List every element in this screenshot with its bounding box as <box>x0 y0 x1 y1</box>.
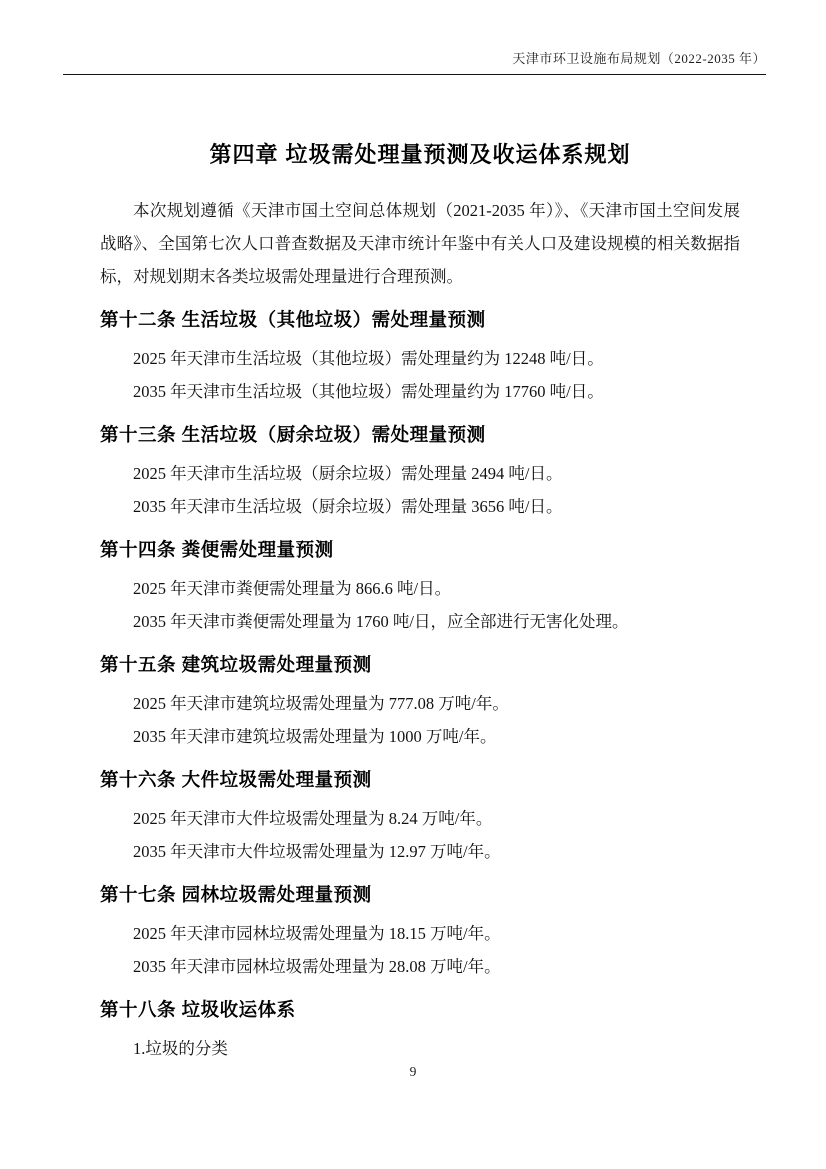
section-paragraph: 1.垃圾的分类 <box>133 1039 228 1058</box>
section-article-13 <box>100 422 740 523</box>
chapter-intro-paragraph: 本次规划遵循《天津市国土空间总体规划（2021-2035 年）》、《天津市国土空间发展战略》、全国第七次人口普查数据及天津市统计年鉴中有关人口及建设规模的相关数据指标，对规划期末各类垃圾需处理量进行合理预测。 <box>100 201 740 286</box>
running-header-title: 天津市环卫设施布局规划（2022-2035 年） <box>512 51 766 66</box>
section-heading-13: 第十三条 生活垃圾（厨余垃圾）需处理量预测 <box>100 424 486 445</box>
document-body <box>100 140 740 1065</box>
section-paragraph: 2025 年天津市生活垃圾（其他垃圾）需处理量约为 12248 吨/日。 <box>133 349 604 368</box>
section-paragraph: 2025 年天津市粪便需处理量为 866.6 吨/日。 <box>133 579 452 598</box>
section-article-14 <box>100 537 740 638</box>
running-header <box>63 48 766 75</box>
section-paragraph: 2035 年天津市园林垃圾需处理量为 28.08 万吨/年。 <box>133 957 501 976</box>
section-heading-16: 第十六条 大件垃圾需处理量预测 <box>100 769 372 790</box>
section-paragraph: 2035 年天津市生活垃圾（厨余垃圾）需处理量 3656 吨/日。 <box>133 497 563 516</box>
section-paragraph: 2025 年天津市生活垃圾（厨余垃圾）需处理量 2494 吨/日。 <box>133 464 563 483</box>
section-paragraph: 2035 年天津市生活垃圾（其他垃圾）需处理量约为 17760 吨/日。 <box>133 382 604 401</box>
section-paragraph: 2035 年天津市粪便需处理量为 1760 吨/日，应全部进行无害化处理。 <box>133 612 629 631</box>
section-heading-12: 第十二条 生活垃圾（其他垃圾）需处理量预测 <box>100 309 486 330</box>
section-heading-14: 第十四条 粪便需处理量预测 <box>100 539 334 560</box>
section-article-12 <box>100 307 740 408</box>
section-article-15 <box>100 652 740 753</box>
section-article-17 <box>100 882 740 983</box>
section-paragraph: 2025 年天津市建筑垃圾需处理量为 777.08 万吨/年。 <box>133 694 509 713</box>
section-article-18 <box>100 997 740 1065</box>
section-paragraph: 2035 年天津市大件垃圾需处理量为 12.97 万吨/年。 <box>133 842 501 861</box>
section-paragraph: 2025 年天津市大件垃圾需处理量为 8.24 万吨/年。 <box>133 809 493 828</box>
section-paragraph: 2025 年天津市园林垃圾需处理量为 18.15 万吨/年。 <box>133 924 501 943</box>
section-heading-15: 第十五条 建筑垃圾需处理量预测 <box>100 654 372 675</box>
chapter-title: 第四章 垃圾需处理量预测及收运体系规划 <box>209 142 631 167</box>
section-heading-17: 第十七条 园林垃圾需处理量预测 <box>100 884 372 905</box>
section-heading-18: 第十八条 垃圾收运体系 <box>100 999 296 1020</box>
section-article-16 <box>100 767 740 868</box>
page-number: 9 <box>409 1064 417 1079</box>
section-paragraph: 2035 年天津市建筑垃圾需处理量为 1000 万吨/年。 <box>133 727 497 746</box>
